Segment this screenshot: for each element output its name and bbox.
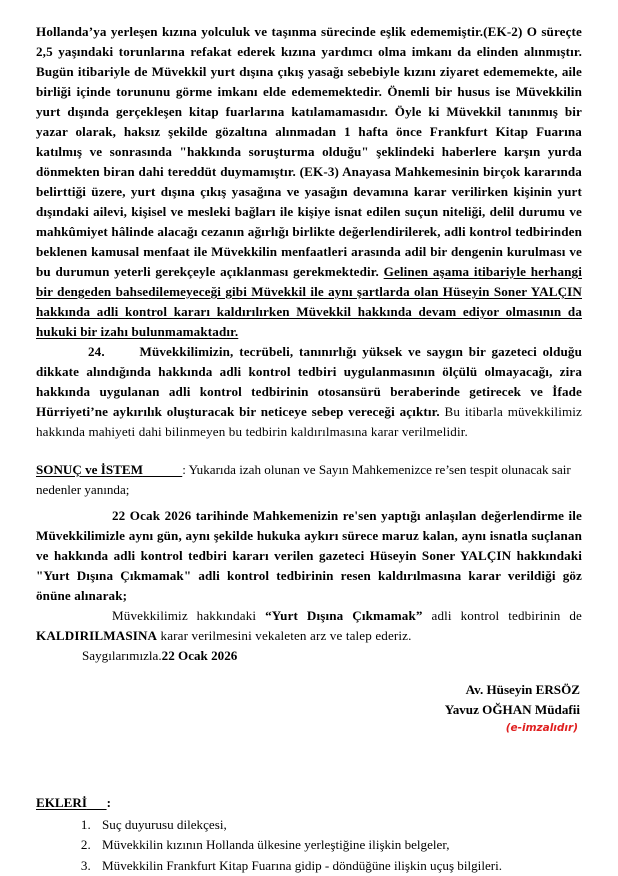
- conclusion-intro-text: : Yukarıda izah olunan ve Sayın Mahkemenizce re’sen tespit olunacak sair: [182, 462, 571, 477]
- paragraph-1-text: Hollanda’ya yerleşen kızına yolculuk ve taşınma sürecinde eşlik edememiştir.(EK-2) O süreçte 2,5 yaşındaki torunlarına refakat ederek kızına yardımcı olma imkanı da elinden alınmıştır. Bugün itibariyle de Müvekkil yurt dışına çıkış yasağı sebebiyle kızını ziyaret edememekte, aile birliği içinde torununu görme imkanı elde edememektedir. Önemli bir husus ise Müvekkilin yurt dışında gerçekleşen kitap fuarlarına katılamamasıdır. Öyle ki Müvekkil tanınmış bir yazar olarak, haksız şekilde gözaltına alınmadan 1 hafta önce Frankfurt Kitap Fuarına katılmış ve sonrasında "hakkında soruşturma olduğu" şeklindeki haberlere karşın yurda dönmekten biran dahi tereddüt duymamıştır. (EK-3) Anayasa Mahkemesinin birçok kararında belirttiği üzere, yurt dışına çıkış yasağına ve yasağın devamına karar verilirken kişinin yurt dışındaki ailevi, kişisel ve mesleki bağları ile kişiye isnat edilen suçun niteliği, delil durumu ve mahkûmiyet hâlinde alacağı cezanın ağırlığı birlikte değerlendirilerek, adli kontrol tedbirinden beklenen kamusal menfaat ile Müvekkilin menfaatleri arasında adil bir dengenin kurulması ve bu durumun yeterli gerekçeyle açıklanması gerekmektedir.: [36, 24, 582, 279]
- paragraph-1-underlined-text: Gelinen aşama itibariyle herhangi bir dengeden bahsedilemeyeceği gibi Müvekkil ile aynı şartlarda olan Hüseyin Soner YALÇIN hakkında adli kontrol kararı kaldırılırken Müvekkil hakkında devam ediyor olmasının da hukuki bir izahı bulunmamaktadır.: [36, 264, 582, 339]
- signature-defense-counsel: Yavuz OĞHAN Müdafii: [444, 702, 580, 717]
- regards-line: [36, 646, 582, 666]
- regards-text: Saygılarımızla.: [82, 648, 162, 663]
- final-paragraph-run-3: adli kontrol tedbirinin de: [422, 608, 582, 623]
- final-paragraph-run-5: karar verilmesini vekaleten arz ve talep ederiz.: [157, 628, 412, 643]
- request-paragraph: [36, 506, 582, 606]
- conclusion-continuation: nedenler yanında;: [36, 482, 130, 497]
- attachments-heading: [36, 793, 582, 813]
- e-signature-note: (e-imzalıdır): [505, 722, 578, 734]
- attachments-list: [36, 815, 582, 876]
- paragraph-24-bold-text: Müvekkilimizin, tecrübeli, tanınırlığı yüksek ve saygın bir gazeteci olduğu dikkate alındığında hakkında adli kontrol tedbiri uygulanmasının ölçülü olmayacağı, zira hakkında uygulanan adli kontrol tedbirinin otosansürü beraberinde getirecek ve İfade Hürriyeti’ne aykırılık oluşturacak bir neticeye sebep vereceği açıktır.: [36, 344, 582, 419]
- conclusion-heading-line: [36, 460, 582, 480]
- final-request-paragraph: [36, 606, 582, 646]
- paragraph-continuation: [36, 22, 582, 342]
- regards-date: 22 Ocak 2026: [161, 648, 238, 663]
- paragraph-24: [36, 342, 582, 442]
- paragraph-24-gap: [105, 344, 140, 359]
- final-paragraph-measure-name: “Yurt Dışına Çıkmamak”: [265, 608, 423, 623]
- conclusion-label: SONUÇ ve İSTEM: [36, 462, 143, 477]
- attachments-label: EKLERİ: [36, 795, 87, 810]
- spacer: [36, 666, 582, 680]
- final-paragraph-run-1: Müvekkilimiz hakkındaki: [112, 608, 266, 623]
- attachments-colon: :: [106, 795, 111, 810]
- spacer: [36, 442, 582, 460]
- attachments-label-underline-tail: [87, 795, 107, 810]
- request-paragraph-text: 22 Ocak 2026 tarihinde Mahkemenizin re'sen yaptığı anlaşılan değerlendirme ile Müvekkilimizle aynı gün, aynı şekilde hukuka aykırı sürece maruz kalan, aynı isnatla suçlanan ve hakkında adli kontrol tedbiri kararı verilen gazeteci Hüseyin Soner YALÇIN hakkındaki "Yurt Dışına Çıkmamak" adli kontrol tedbirinin resen kaldırılmasına karar verildiği göz önüne alınarak;: [36, 508, 582, 603]
- final-paragraph-decision-word: KALDIRILMASINA: [36, 628, 158, 643]
- list-item: 2. Müvekkilin kızının Hollanda ülkesine yerleştiğine ilişkin belgeler,: [94, 835, 582, 855]
- list-item: 3. Müvekkilin Frankfurt Kitap Fuarına gidip - döndüğüne ilişkin uçuş bilgileri.: [94, 856, 582, 876]
- signature-lawyer-name: Av. Hüseyin ERSÖZ: [465, 682, 580, 697]
- paragraph-24-number: 24.: [88, 344, 105, 359]
- conclusion-label-underline-tail: [143, 462, 182, 477]
- spacer: [36, 737, 582, 793]
- paragraph-24-regular-text: Bu itibarla müvekkilimiz hakkında mahiyeti dahi bilinmeyen bu tedbirin kaldırılmasına karar verilmelidir.: [36, 404, 582, 439]
- list-item: 1. Suç duyurusu dilekçesi,: [94, 815, 582, 835]
